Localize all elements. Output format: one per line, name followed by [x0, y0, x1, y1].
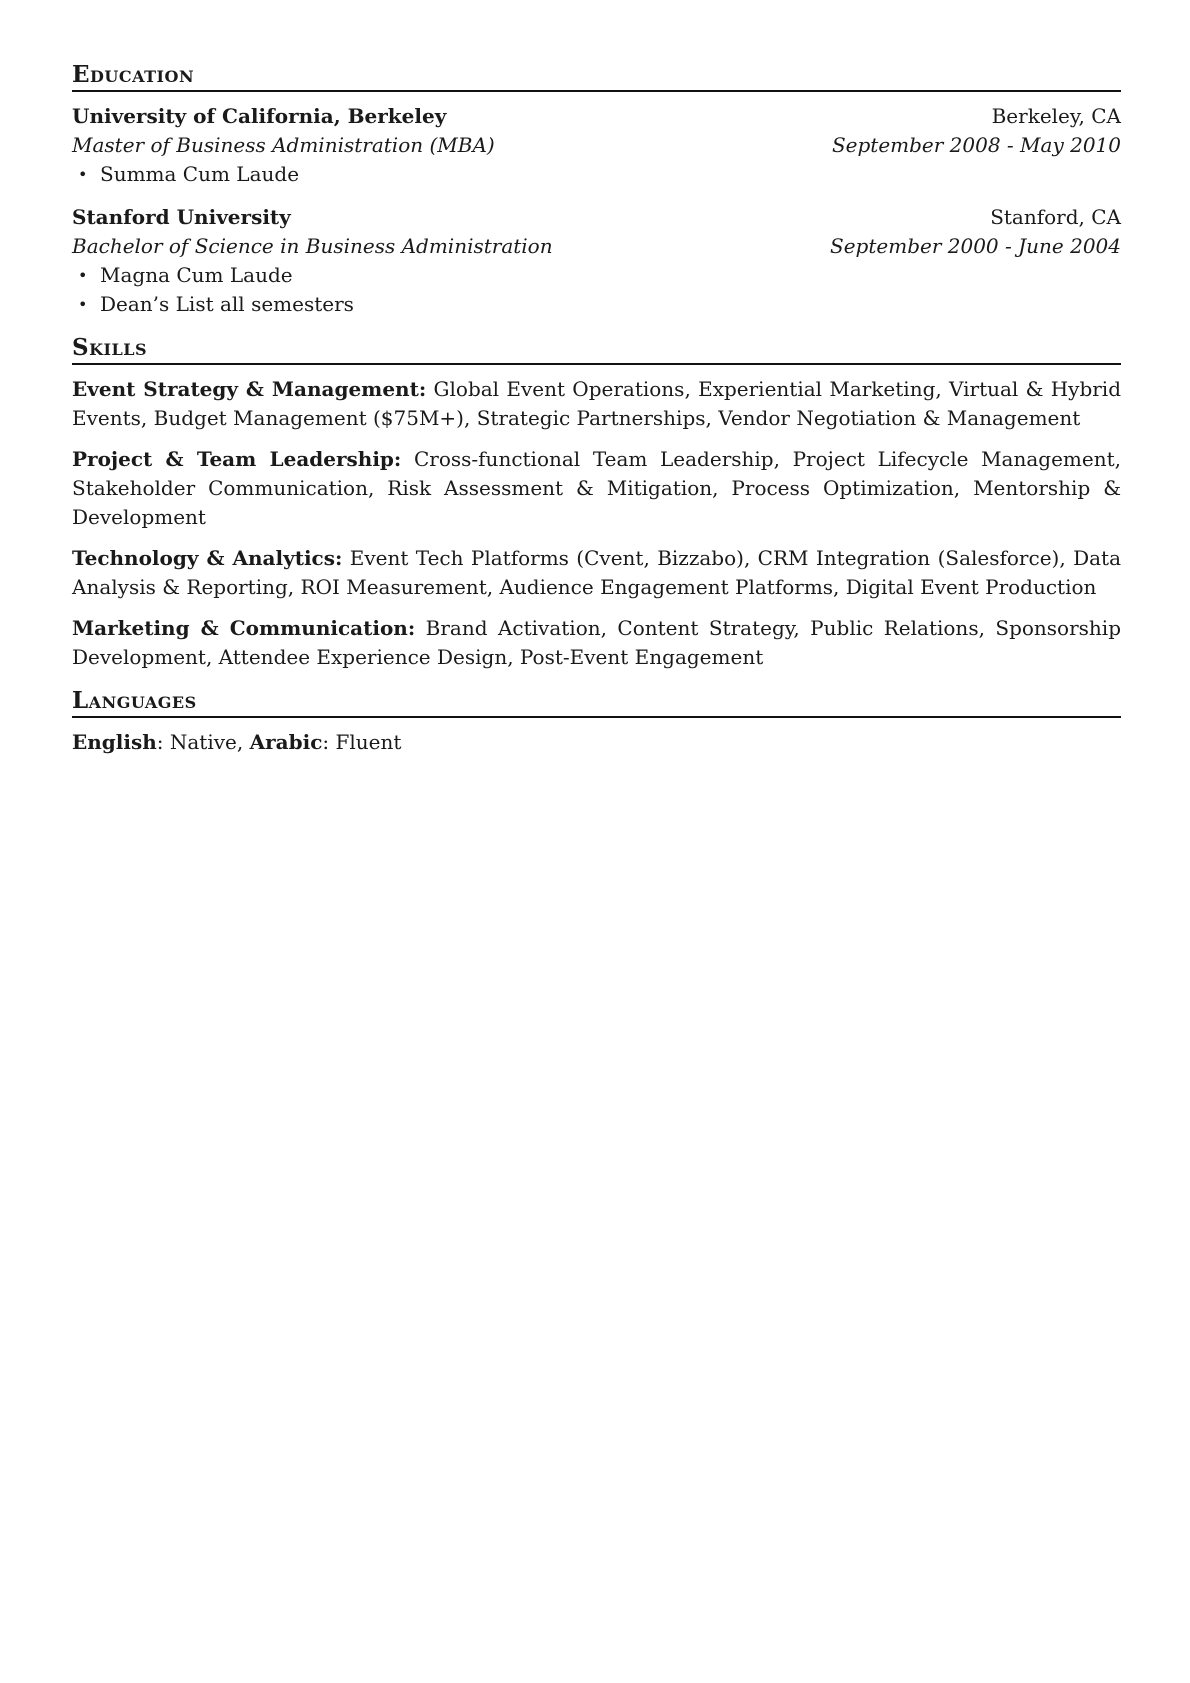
- degree: Bachelor of Science in Business Administration: [72, 234, 553, 258]
- skill-group: [72, 445, 1121, 532]
- list-item: [72, 261, 1121, 290]
- education-entry: [72, 203, 1121, 319]
- section-heading-languages: Languages: [72, 686, 1121, 718]
- list-item-text: Magna Cum Laude: [100, 263, 293, 287]
- skills-section: [72, 333, 1121, 672]
- language-level: Fluent: [335, 730, 402, 754]
- skill-group-label: Marketing & Communication:: [72, 616, 416, 640]
- list-item-text: Summa Cum Laude: [100, 162, 300, 186]
- education-section: [72, 60, 1121, 319]
- languages-section: [72, 686, 1121, 757]
- dates: September 2000 - June 2004: [830, 234, 1121, 258]
- resume-content: [72, 60, 1121, 771]
- skill-group-text: Brand Activation, Content Strategy, Public Relations, Sponsorship Development, Attendee Experience Design, Post-Event Engagement: [72, 616, 1122, 669]
- bullet-icon: •: [78, 295, 88, 314]
- honors-list: [72, 160, 1121, 189]
- honors-list: [72, 261, 1121, 319]
- languages-line: English: Native, Arabic: Fluent: [72, 730, 402, 754]
- list-item: [72, 160, 1121, 189]
- skill-group-label: Event Strategy & Management:: [72, 377, 427, 401]
- school-name: Stanford University: [72, 205, 291, 229]
- skill-group-text: Cross-functional Team Leadership, Project Lifecycle Management, Stakeholder Communication, Risk Assessment & Mitigation, Process Optimization, Mentorship & Development: [72, 447, 1122, 529]
- list-item-text: Dean’s List all semesters: [100, 292, 354, 316]
- school-location: Stanford, CA: [990, 205, 1121, 229]
- skill-group: [72, 614, 1121, 672]
- section-heading-education: Education: [72, 60, 1121, 92]
- dates: September 2008 - May 2010: [831, 133, 1121, 157]
- education-entry-subheader: [72, 131, 1121, 160]
- language-level: Native: [169, 730, 237, 754]
- language-name: Arabic: [249, 730, 323, 754]
- school-name: University of California, Berkeley: [72, 104, 447, 128]
- education-entry-header: [72, 203, 1121, 232]
- education-entry-header: [72, 102, 1121, 131]
- skill-group-label: Technology & Analytics:: [72, 546, 343, 570]
- skills-list: [72, 375, 1121, 672]
- language-name: English: [72, 730, 157, 754]
- school-location: Berkeley, CA: [991, 104, 1121, 128]
- skill-group: [72, 375, 1121, 433]
- skill-group-text: Event Tech Platforms (Cvent, Bizzabo), CRM Integration (Salesforce), Data Analysis & Reporting, ROI Measurement, Audience Engagement Platforms, Digital Event Production: [72, 546, 1121, 599]
- bullet-icon: •: [78, 266, 88, 285]
- skill-group-label: Project & Team Leadership:: [72, 447, 402, 471]
- education-entry: [72, 102, 1121, 189]
- degree: Master of Business Administration (MBA): [72, 133, 495, 157]
- education-entry-subheader: [72, 232, 1121, 261]
- section-heading-skills: Skills: [72, 333, 1121, 365]
- skill-group: [72, 544, 1121, 602]
- skill-group-text: Global Event Operations, Experiential Marketing, Virtual & Hybrid Events, Budget Management ($75M+), Strategic Partnerships, Vendor Negotiation & Management: [72, 377, 1122, 430]
- bullet-icon: •: [78, 165, 88, 184]
- list-item: [72, 290, 1121, 319]
